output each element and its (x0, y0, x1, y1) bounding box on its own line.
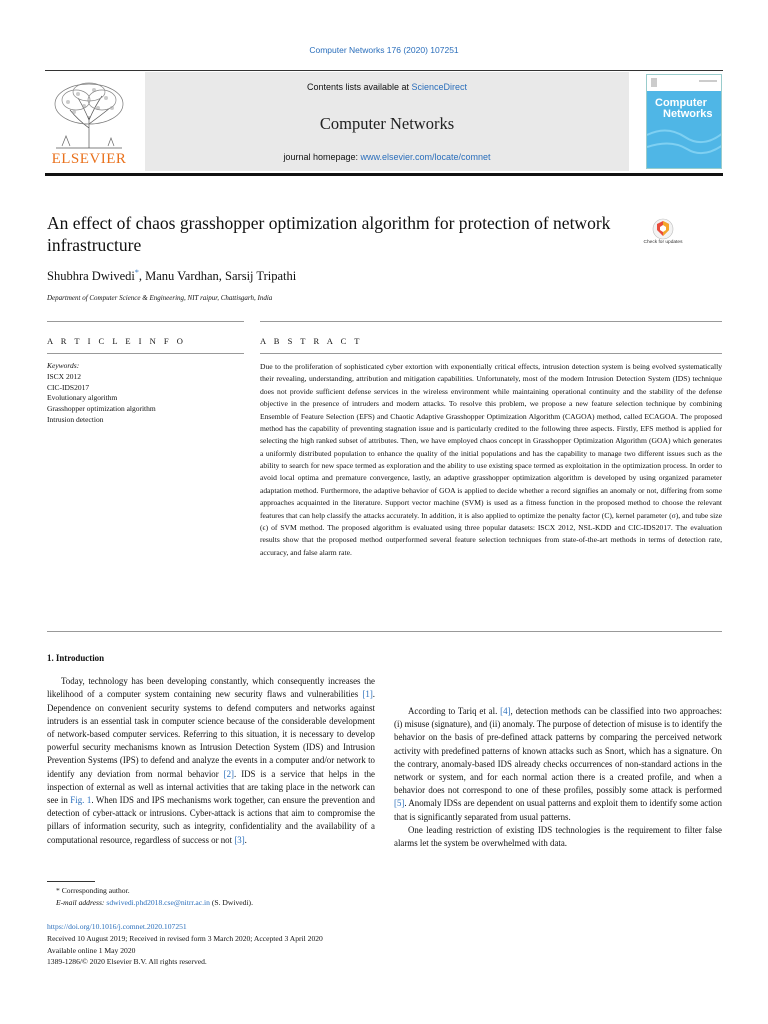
text-run: . Dependence on convenient security systems to defend computers and networks against intruders is an essential task in computer science because of the considerable development of network-based computer services. Referring to this situation, it is necessary to develop powerful security mechanisms known as Intrusion Detection System (IDS) and Intrusion Prevention Systems (IPS) to defend and analyze the events in a computer and/or network to identify any deviation from normal behavior (47, 689, 375, 779)
received-dates: Received 10 August 2019; Received in revised form 3 March 2020; Accepted 3 April 2020 (47, 933, 323, 943)
citation-link[interactable]: [4] (500, 706, 511, 716)
citation-link[interactable]: [3] (234, 834, 245, 845)
available-online-date: Available online 1 May 2020 (47, 945, 136, 955)
email-owner: (S. Dwivedi). (211, 897, 253, 907)
article-info-heading: A R T I C L E I N F O (47, 336, 186, 346)
contents-line (145, 82, 629, 92)
keywords-block (47, 361, 244, 426)
abstract-rule-bottom (260, 353, 722, 354)
body-column-right (394, 652, 722, 850)
text-run: . IDS is a service that helps in the inspection of external as well as internal activities that are taking place in the network can see in (47, 768, 375, 806)
abstract-text: Due to the proliferation of sophisticated cyber extortion with exponentially critical effects, intrusion detection system is being evolved systematically their revealing, understanding, attribution and mitigation capabilities. Unfortunately, most of the modern Intrusion Detection System (IDS) technique does not provide sufficient defense services in the wireless environment while maintaining operational continuity and the stability of the defense objective in the presence of intruders and modern attacks. To resolve this problem, we propose a new feature selection technique by combining Ensemble of Feature Selection (EFS) and Chaotic Adaptive Grasshopper Optimization Algorithm (CAGOA) method, called ECAGOA. The proposed method has the capability of preventing stagnation issue and is particularly credited to the following three aspects. Firstly, EFS method is applied for selecting the high ranked subset of attributes. Then, we have employed chaos concept in Grasshopper Optimization Algorithm (GOA) which generates a uniformly distributed population to enhance the quality of the initial populations and has the capability to manage two different issues such as the ability to search for new space termed as exploration and the ability to use existing space termed as exploitation in the optimization process. In order to avoid local optima and premature convergence, lastly, an adaptive grasshopper optimization algorithm is developed by using organized parameter adaptation method. Furthermore, the adaptive behavior of GOA is applied to decide whether a record signifies an anomaly or not, differing from some approaches acquainted in the literature. Support vector machine (SVM) is used as a fitness function in the proposed method to choose the relevant features that can help classify the attacks accurately. In addition, it is also applied to optimize the penalty factor (C), kernel parameter (σ), and tube size (ϵ) of SVM method. The proposed algorithm is evaluated using three popular datasets: ISCX 2012, NSL-KDD and CIC-IDS2017. The evaluation results show that the proposed method outperformed several feature selection techniques from state-of-the-art methods in terms of detection rate, accuracy, and false alarm rate. (260, 362, 722, 557)
contents-prefix: Contents lists available at (306, 82, 412, 92)
paper-title: An effect of chaos grasshopper optimization algorithm for protection of network infrastructure (47, 213, 611, 255)
footnote-rule (47, 881, 95, 882)
cover-title-word-1: Computer (655, 97, 707, 109)
article-info-rule-top (47, 321, 244, 322)
section-heading-introduction: 1. Introduction (47, 653, 105, 663)
keyword-item: Evolutionary algorithm (47, 393, 118, 403)
journal-citation[interactable]: Computer Networks 176 (2020) 107251 (309, 45, 459, 55)
figure-link[interactable]: Fig. 1 (70, 795, 92, 806)
crossmark-icon (643, 218, 683, 240)
publication-info (47, 921, 547, 968)
intro-paragraph-1 (47, 675, 375, 847)
footnote (56, 885, 456, 909)
front-matter-rule (47, 631, 722, 632)
text-run: , detection methods can be classified into two approaches: (i) misuse (signature), and (ii) anomaly. The purpose of detection of misuse is to identify the behavior on the basis of pre-defined attack patterns by comparing the perceived network activity with predefined patterns of known attacks such as Snort, which has a signature. On the contrary, anomaly-based IDS already checks occurrences of non-standard actions in the network or system, and for each normal action there is a created profile, and when a behavior does not correspond to one of these profiles, possibly some attack is performed (394, 706, 722, 796)
crossmark-label: Check for updates (643, 240, 683, 245)
corresponding-author-note (56, 885, 456, 897)
citation-link[interactable]: [1] (362, 689, 373, 700)
affiliation: Department of Computer Science & Engineering, NIT raipur, Chattisgarh, India (47, 294, 273, 302)
homepage-prefix: journal homepage: (283, 152, 361, 162)
email-line (56, 897, 456, 909)
keyword-item: ISCX 2012 (47, 371, 81, 381)
footnote-text: Corresponding author. (61, 886, 130, 895)
text-run: . (244, 834, 247, 845)
author-list (47, 268, 296, 284)
cover-title-word-2: Networks (663, 108, 713, 120)
elsevier-logo[interactable] (48, 80, 130, 168)
abstract-rule-top (260, 321, 722, 322)
continuation-window (394, 652, 722, 705)
elsevier-wordmark: ELSEVIER (51, 151, 127, 167)
journal-cover-thumbnail[interactable] (646, 74, 722, 169)
corresponding-author-marker[interactable]: * (134, 268, 139, 277)
keyword-item: CIC-IDS2017 (47, 382, 90, 392)
author-email-link[interactable]: sdwivedi.phd2018.cse@nitrr.ac.in (106, 897, 210, 907)
intro-paragraph-2 (394, 705, 722, 824)
journal-header-box (145, 72, 629, 171)
copyright-line: 1389-1286/© 2020 Elsevier B.V. All rights reserved. (47, 957, 207, 967)
body-column-left (47, 652, 375, 862)
article-info-rule-bottom (47, 353, 244, 354)
citation-link[interactable]: [5] (394, 798, 405, 809)
text-run: According to Tariq et al. (408, 706, 501, 716)
citation-link[interactable]: [2] (223, 768, 235, 779)
masthead-rule (45, 173, 723, 176)
author-names-rest[interactable]: , Manu Vardhan, Sarsij Tripathi (138, 269, 297, 284)
homepage-line (145, 152, 629, 162)
text-run: . When IDS and IPS mechanisms work together, can ensure the prevention and detection of cyber-attack or intrusions. Cyber-attack is actions that aim to compromise the pillars of information security, such as integrity, confidentiality and the availability of a computational resource, regardless of success or not (47, 795, 375, 845)
doi-link[interactable]: https://doi.org/10.1016/j.comnet.2020.107251 (47, 922, 187, 931)
footnote-marker: * (56, 886, 60, 895)
keywords-label: Keywords: (47, 361, 80, 370)
author-name-primary[interactable]: Shubhra Dwivedi (47, 269, 135, 284)
elsevier-tree-icon (48, 80, 130, 150)
homepage-link[interactable]: www.elsevier.com/locate/comnet (360, 152, 491, 162)
crossmark-badge[interactable] (643, 218, 683, 256)
abstract-heading: A B S T R A C T (260, 336, 363, 346)
keyword-item: Grasshopper optimization algorithm (47, 404, 156, 414)
intro-paragraph-3: One leading restriction of existing IDS technologies is the requirement to filter false alarms let the system be overwhelmed with data. (394, 824, 722, 849)
sciencedirect-link[interactable]: ScienceDirect (411, 82, 468, 92)
text-run: Today, technology has been developing constantly, which consequently increases the likelihood of a computer system containing new security flaws and vulnerabilities (47, 676, 375, 700)
cover-art-icon (647, 75, 722, 169)
journal-title[interactable]: Computer Networks (319, 114, 455, 133)
text-run: . Anomaly IDSs are dependent on usual patterns and exploit them to identify some action that is significantly separated from usual patterns. (394, 798, 722, 822)
email-label: E-mail address: (56, 897, 105, 907)
keyword-item: Intrusion detection (47, 414, 104, 424)
